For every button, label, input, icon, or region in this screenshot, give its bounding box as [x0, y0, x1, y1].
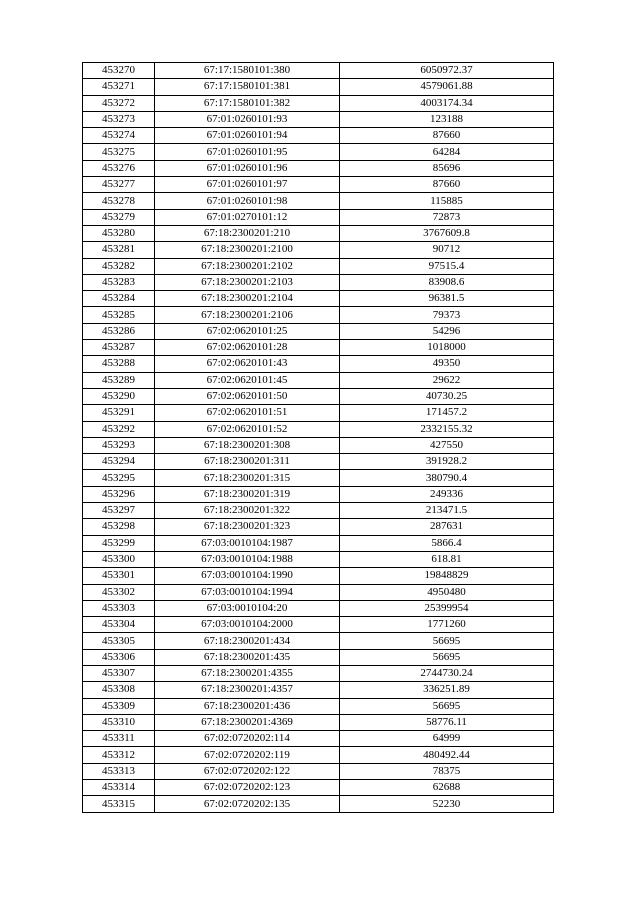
cadastral-number-cell: 67:18:2300201:311 — [155, 454, 340, 470]
row-number-cell: 453302 — [83, 584, 155, 600]
table-row — [83, 780, 554, 796]
row-number-cell: 453291 — [83, 405, 155, 421]
row-number-cell: 453295 — [83, 470, 155, 486]
table-row — [83, 258, 554, 274]
value-cell: 287631 — [340, 519, 554, 535]
value-cell: 4950480 — [340, 584, 554, 600]
value-cell: 87660 — [340, 128, 554, 144]
row-number-cell: 453271 — [83, 79, 155, 95]
cadastral-number-cell: 67:03:0010104:1990 — [155, 568, 340, 584]
cadastral-number-cell: 67:18:2300201:4357 — [155, 682, 340, 698]
cadastral-number-cell: 67:18:2300201:2102 — [155, 258, 340, 274]
row-number-cell: 453290 — [83, 388, 155, 404]
table-row — [83, 79, 554, 95]
table-row — [83, 633, 554, 649]
cadastral-number-cell: 67:17:1580101:381 — [155, 79, 340, 95]
row-number-cell: 453286 — [83, 323, 155, 339]
row-number-cell: 453281 — [83, 242, 155, 258]
value-cell: 4579061.88 — [340, 79, 554, 95]
row-number-cell: 453289 — [83, 372, 155, 388]
value-cell: 29622 — [340, 372, 554, 388]
row-number-cell: 453300 — [83, 551, 155, 567]
table-row — [83, 63, 554, 79]
cadastral-number-cell: 67:02:0620101:52 — [155, 421, 340, 437]
row-number-cell: 453313 — [83, 763, 155, 779]
cadastral-number-cell: 67:02:0620101:50 — [155, 388, 340, 404]
value-cell: 79373 — [340, 307, 554, 323]
row-number-cell: 453274 — [83, 128, 155, 144]
cadastral-number-cell: 67:01:0260101:94 — [155, 128, 340, 144]
value-cell: 115885 — [340, 193, 554, 209]
cadastral-number-cell: 67:01:0260101:96 — [155, 160, 340, 176]
table-row — [83, 617, 554, 633]
cadastral-number-cell: 67:03:0010104:1994 — [155, 584, 340, 600]
row-number-cell: 453287 — [83, 340, 155, 356]
value-cell: 62688 — [340, 780, 554, 796]
value-cell: 40730.25 — [340, 388, 554, 404]
value-cell: 427550 — [340, 437, 554, 453]
row-number-cell: 453277 — [83, 177, 155, 193]
row-number-cell: 453283 — [83, 274, 155, 290]
row-number-cell: 453301 — [83, 568, 155, 584]
table-row — [83, 160, 554, 176]
value-cell: 56695 — [340, 649, 554, 665]
table-row — [83, 356, 554, 372]
cadastral-number-cell: 67:02:0720202:123 — [155, 780, 340, 796]
table-row — [83, 747, 554, 763]
row-number-cell: 453279 — [83, 209, 155, 225]
cadastral-number-cell: 67:18:2300201:315 — [155, 470, 340, 486]
table-row — [83, 665, 554, 681]
table-row — [83, 388, 554, 404]
table-row — [83, 177, 554, 193]
cadastral-number-cell: 67:03:0010104:2000 — [155, 617, 340, 633]
cadastral-number-cell: 67:17:1580101:380 — [155, 63, 340, 79]
value-cell: 171457.2 — [340, 405, 554, 421]
value-cell: 249336 — [340, 486, 554, 502]
cadastral-number-cell: 67:02:0620101:25 — [155, 323, 340, 339]
row-number-cell: 453312 — [83, 747, 155, 763]
value-cell: 90712 — [340, 242, 554, 258]
value-cell: 2332155.32 — [340, 421, 554, 437]
row-number-cell: 453310 — [83, 714, 155, 730]
cadastral-number-cell: 67:02:0720202:135 — [155, 796, 340, 812]
cadastral-number-cell: 67:18:2300201:2104 — [155, 291, 340, 307]
value-cell: 123188 — [340, 111, 554, 127]
row-number-cell: 453284 — [83, 291, 155, 307]
table-row — [83, 600, 554, 616]
table-row — [83, 111, 554, 127]
table-row — [83, 225, 554, 241]
row-number-cell: 453275 — [83, 144, 155, 160]
value-cell: 96381.5 — [340, 291, 554, 307]
cadastral-number-cell: 67:01:0260101:98 — [155, 193, 340, 209]
table-row — [83, 584, 554, 600]
table-row — [83, 568, 554, 584]
cadastral-number-cell: 67:17:1580101:382 — [155, 95, 340, 111]
row-number-cell: 453288 — [83, 356, 155, 372]
value-cell: 391928.2 — [340, 454, 554, 470]
cadastral-number-cell: 67:18:2300201:436 — [155, 698, 340, 714]
table-row — [83, 242, 554, 258]
table-body — [83, 63, 554, 813]
table-row — [83, 649, 554, 665]
table-row — [83, 503, 554, 519]
cadastral-number-cell: 67:18:2300201:2106 — [155, 307, 340, 323]
table-row — [83, 551, 554, 567]
cadastral-number-cell: 67:18:2300201:435 — [155, 649, 340, 665]
cadastral-number-cell: 67:18:2300201:2100 — [155, 242, 340, 258]
row-number-cell: 453311 — [83, 731, 155, 747]
cadastral-number-cell: 67:02:0720202:114 — [155, 731, 340, 747]
cadastral-number-cell: 67:03:0010104:20 — [155, 600, 340, 616]
cadastral-number-cell: 67:01:0260101:97 — [155, 177, 340, 193]
table-row — [83, 454, 554, 470]
row-number-cell: 453282 — [83, 258, 155, 274]
value-cell: 64999 — [340, 731, 554, 747]
value-cell: 6050972.37 — [340, 63, 554, 79]
table-row — [83, 144, 554, 160]
table-row — [83, 323, 554, 339]
value-cell: 72873 — [340, 209, 554, 225]
cadastral-number-cell: 67:18:2300201:4355 — [155, 665, 340, 681]
row-number-cell: 453278 — [83, 193, 155, 209]
value-cell: 49350 — [340, 356, 554, 372]
row-number-cell: 453305 — [83, 633, 155, 649]
cadastral-number-cell: 67:18:2300201:319 — [155, 486, 340, 502]
table-row — [83, 193, 554, 209]
cadastral-number-cell: 67:02:0720202:122 — [155, 763, 340, 779]
value-cell: 1018000 — [340, 340, 554, 356]
cadastral-number-cell: 67:18:2300201:308 — [155, 437, 340, 453]
cadastral-number-cell: 67:03:0010104:1987 — [155, 535, 340, 551]
table-row — [83, 535, 554, 551]
row-number-cell: 453299 — [83, 535, 155, 551]
value-cell: 5866.4 — [340, 535, 554, 551]
row-number-cell: 453285 — [83, 307, 155, 323]
value-cell: 54296 — [340, 323, 554, 339]
table-row — [83, 372, 554, 388]
value-cell: 56695 — [340, 698, 554, 714]
row-number-cell: 453273 — [83, 111, 155, 127]
row-number-cell: 453307 — [83, 665, 155, 681]
value-cell: 58776.11 — [340, 714, 554, 730]
table-row — [83, 682, 554, 698]
table-row — [83, 274, 554, 290]
value-cell: 618.81 — [340, 551, 554, 567]
row-number-cell: 453315 — [83, 796, 155, 812]
value-cell: 97515.4 — [340, 258, 554, 274]
cadastral-number-cell: 67:01:0270101:12 — [155, 209, 340, 225]
cadastral-number-cell: 67:02:0620101:28 — [155, 340, 340, 356]
table-row — [83, 340, 554, 356]
cadastral-number-cell: 67:18:2300201:4369 — [155, 714, 340, 730]
table-row — [83, 437, 554, 453]
cadastral-number-cell: 67:03:0010104:1988 — [155, 551, 340, 567]
cadastral-number-cell: 67:18:2300201:434 — [155, 633, 340, 649]
row-number-cell: 453309 — [83, 698, 155, 714]
row-number-cell: 453314 — [83, 780, 155, 796]
value-cell: 19848829 — [340, 568, 554, 584]
row-number-cell: 453293 — [83, 437, 155, 453]
cadastral-number-cell: 67:01:0260101:95 — [155, 144, 340, 160]
cadastral-number-cell: 67:02:0620101:51 — [155, 405, 340, 421]
row-number-cell: 453303 — [83, 600, 155, 616]
value-cell: 85696 — [340, 160, 554, 176]
value-cell: 83908.6 — [340, 274, 554, 290]
row-number-cell: 453272 — [83, 95, 155, 111]
value-cell: 2744730.24 — [340, 665, 554, 681]
value-cell: 213471.5 — [340, 503, 554, 519]
cadastral-number-cell: 67:18:2300201:322 — [155, 503, 340, 519]
table-row — [83, 209, 554, 225]
table-row — [83, 486, 554, 502]
table-row — [83, 291, 554, 307]
value-cell: 78375 — [340, 763, 554, 779]
table-row — [83, 307, 554, 323]
value-cell: 4003174.34 — [340, 95, 554, 111]
value-cell: 480492.44 — [340, 747, 554, 763]
value-cell: 52230 — [340, 796, 554, 812]
value-cell: 380790.4 — [340, 470, 554, 486]
value-cell: 64284 — [340, 144, 554, 160]
cadastral-number-cell: 67:02:0620101:43 — [155, 356, 340, 372]
cadastral-number-cell: 67:02:0720202:119 — [155, 747, 340, 763]
table-row — [83, 405, 554, 421]
table-row — [83, 95, 554, 111]
row-number-cell: 453292 — [83, 421, 155, 437]
row-number-cell: 453298 — [83, 519, 155, 535]
table-row — [83, 128, 554, 144]
row-number-cell: 453270 — [83, 63, 155, 79]
value-cell: 3767609.8 — [340, 225, 554, 241]
value-cell: 1771260 — [340, 617, 554, 633]
table-row — [83, 470, 554, 486]
value-cell: 56695 — [340, 633, 554, 649]
table-row — [83, 731, 554, 747]
table-row — [83, 519, 554, 535]
cadastral-number-cell: 67:18:2300201:2103 — [155, 274, 340, 290]
row-number-cell: 453296 — [83, 486, 155, 502]
value-cell: 25399954 — [340, 600, 554, 616]
row-number-cell: 453276 — [83, 160, 155, 176]
row-number-cell: 453280 — [83, 225, 155, 241]
row-number-cell: 453294 — [83, 454, 155, 470]
cadastral-number-cell: 67:01:0260101:93 — [155, 111, 340, 127]
table-row — [83, 714, 554, 730]
table-row — [83, 763, 554, 779]
data-table — [82, 62, 554, 813]
row-number-cell: 453306 — [83, 649, 155, 665]
cadastral-number-cell: 67:18:2300201:210 — [155, 225, 340, 241]
table-row — [83, 421, 554, 437]
table-row — [83, 796, 554, 812]
row-number-cell: 453304 — [83, 617, 155, 633]
cadastral-number-cell: 67:18:2300201:323 — [155, 519, 340, 535]
cadastral-number-cell: 67:02:0620101:45 — [155, 372, 340, 388]
row-number-cell: 453308 — [83, 682, 155, 698]
table-row — [83, 698, 554, 714]
value-cell: 336251.89 — [340, 682, 554, 698]
value-cell: 87660 — [340, 177, 554, 193]
row-number-cell: 453297 — [83, 503, 155, 519]
